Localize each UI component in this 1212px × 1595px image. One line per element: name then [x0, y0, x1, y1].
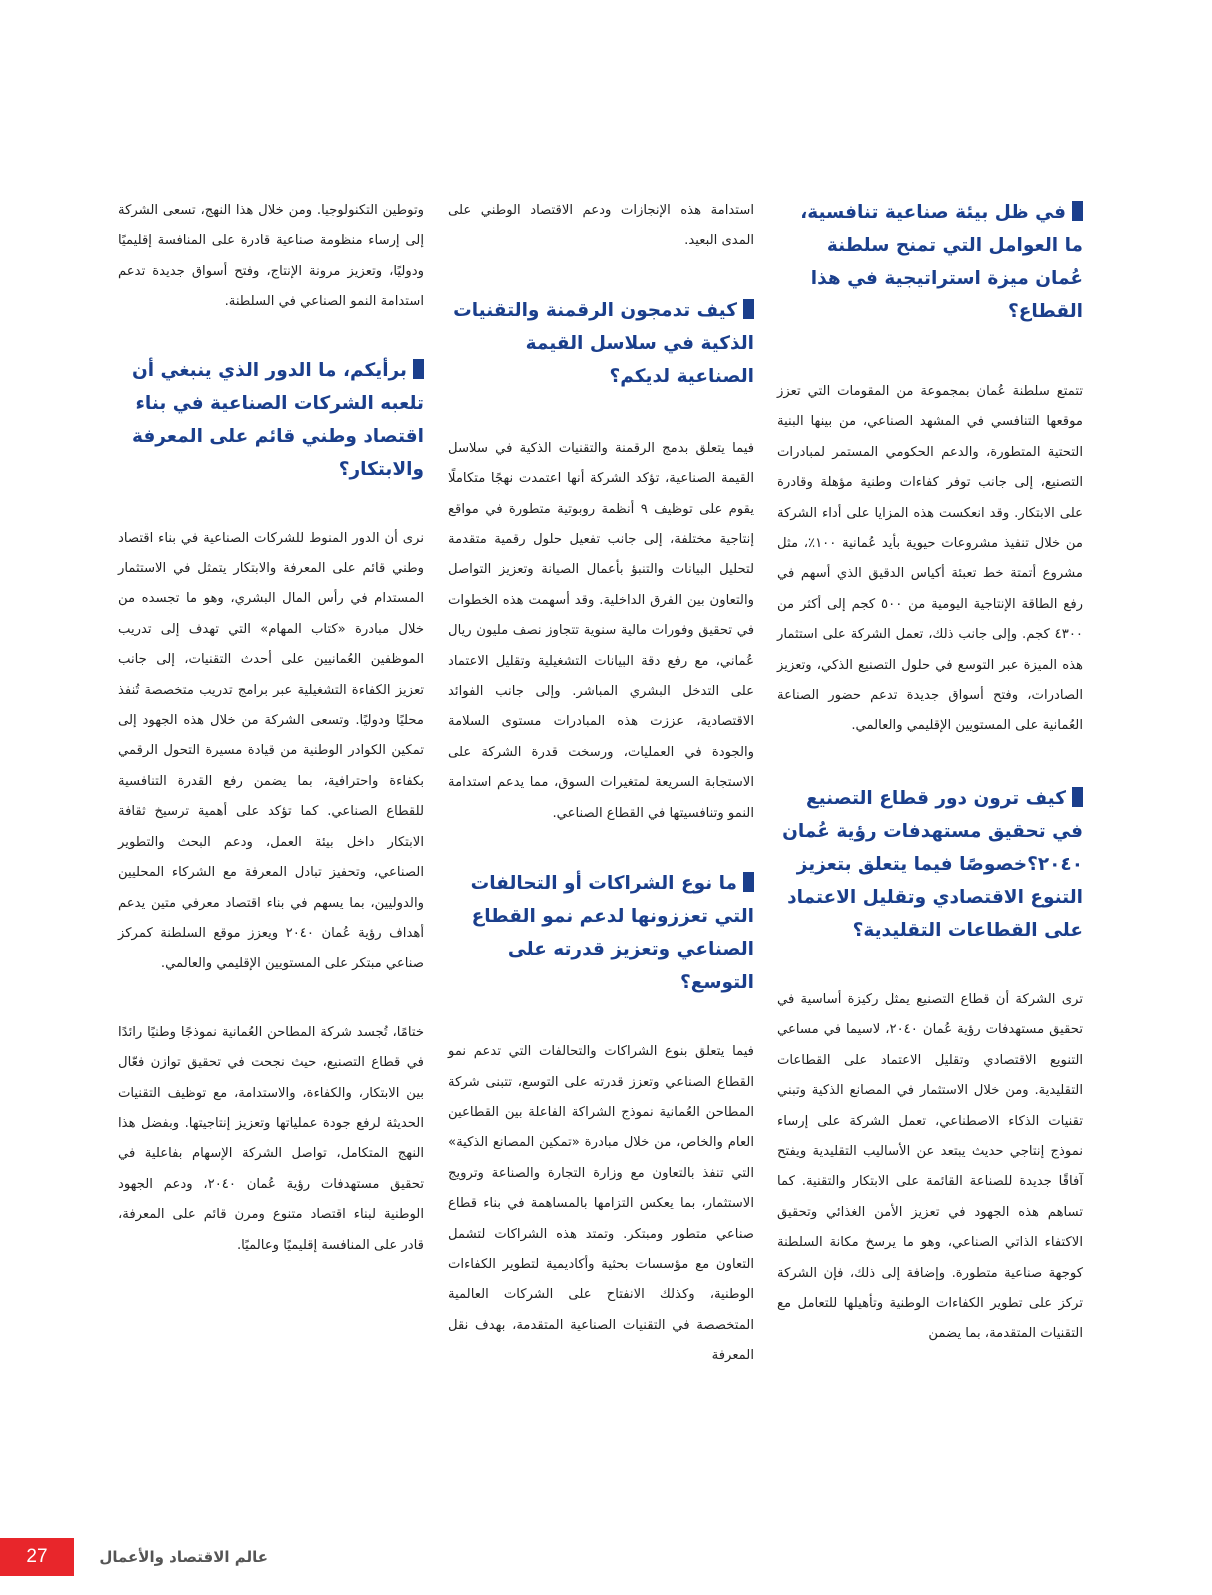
heading-square-icon [743, 299, 754, 319]
question-text: ما نوع الشراكات أو التحالفات التي تعززونها لدعم نمو القطاع الصناعي وتعزيز قدرته على التوسع؟ [470, 873, 754, 994]
answer-paragraph: تتمتع سلطنة عُمان بمجموعة من المقومات التي تعزز موقعها التنافسي في المشهد الصناعي، من بينها البنية التحتية المتطورة، والدعم الحكومي المستمر لمبادرات التصنيع، إلى جانب توفر كفاءات وطنية مؤهلة وقادرة على الابتكار. وقد انعكست هذه المزايا على أداء الشركة من خلال تنفيذ مشروعات حيوية بأيد عُمانية ١٠٠٪، مثل مشروع أتمتة خط تعبئة أكياس الدقيق الذي أسهم في رفع الطاقة الإنتاجية اليومية من ٥٠٠ كجم إلى أكثر من ٤٣٠٠ كجم. وإلى جانب ذلك، تعمل الشركة على استثمار هذه الميزة عبر التوسع في حلول التصنيع الذكي، وتعزيز الصادرات، وفتح أسواق جديدة تدعم حضور الصناعة العُمانية على المستويين الإقليمي والعالمي. [777, 384, 1083, 734]
heading-square-icon [413, 359, 424, 379]
article-column-middle [448, 196, 754, 1372]
question-heading [777, 782, 1083, 947]
question-text: برأيكم، ما الدور الذي ينبغي أن تلعبه الشركات الصناعية في بناء اقتصاد وطني قائم على المعرفة والابتكار؟ [131, 359, 424, 480]
answer-paragraph: ترى الشركة أن قطاع التصنيع يمثل ركيزة أساسية في تحقيق مستهدفات رؤية عُمان ٢٠٤٠، لاسيما في مساعي التنويع الاقتصادي وتقليل الاعتماد على القطاعات التقليدية. ومن خلال الاستثمار في المصانع الذكية وتبني تقنيات الذكاء الاصطناعي، تعمل الشركة على إرساء نموذج إنتاجي حديث يبتعد عن الأساليب التقليدية ويفتح آفاقًا جديدة للصناعة القائمة على الابتكار والتقنية. كما تساهم هذه الجهود في تعزيز الأمن الغذائي وتحقيق الاكتفاء الذاتي الصناعي، وهو ما يرسخ مكانة السلطنة كوجهة صناعية متطورة. وإضافة إلى ذلك، فإن الشركة تركز على تطوير الكفاءات الوطنية وتأهيلها للتعامل مع التقنيات المتقدمة، بما يضمن [777, 991, 1083, 1342]
question-text: في ظل بيئة صناعية تنافسية، ما العوامل التي تمنح سلطنة عُمان ميزة استراتيجية في هذا القطاع؟ [800, 202, 1083, 322]
article-column-right [777, 196, 1083, 1350]
heading-square-icon [743, 872, 754, 892]
answer-paragraph: نرى أن الدور المنوط للشركات الصناعية في بناء اقتصاد وطني قائم على المعرفة والابتكار يتمثل في الاستثمار المستدام في رأس المال البشري، وهو ما تجسده من خلال مبادرة «كتاب المهام» التي تهدف إلى تدريب الموظفين العُمانيين على أحدث التقنيات، إلى جانب تعزيز الكفاءة التشغيلية عبر برامج تدريب متخصصة تُنفذ محليًا ودوليًا. وتسعى الشركة من خلال هذه الجهود إلى تمكين الكوادر الوطنية من قيادة مسيرة التحول الرقمي بكفاءة واحترافية، بما يضمن رفع القدرة التنافسية للقطاع الصناعي. كما تؤكد على أهمية ترسيخ ثقافة الابتكار داخل بيئة العمل، ودعم البحث والتطوير الصناعي، وتحفيز تبادل المعرفة مع الشركاء المحليين والدوليين، بما يسهم في بناء اقتصاد معرفي متين يدعم أهداف رؤية عُمان ٢٠٤٠ ويعزز موقع السلطنة كمركز صناعي مبتكر على المستويين الإقليمي والعالمي. [118, 530, 424, 972]
continued-paragraph: وتوطين التكنولوجيا. ومن خلال هذا النهج، تسعى الشركة إلى إرساء منظومة صناعية قادرة على المنافسة إقليميًا ودوليًا، وتعزيز مرونة الإنتاج، وفتح أسواق جديدة تدعم استدامة النمو الصناعي في السلطنة. [118, 203, 424, 310]
question-heading [777, 196, 1083, 328]
heading-square-icon [1072, 787, 1083, 807]
question-text: كيف ترون دور قطاع التصنيع في تحقيق مستهدفات رؤية عُمان ٢٠٤٠؟خصوصًا فيما يتعلق بتعزيز التنوع الاقتصادي وتقليل الاعتماد على القطاعات التقليدية؟ [782, 787, 1083, 941]
page-number: 27 [26, 1546, 48, 1567]
closing-paragraph: ختامًا، تُجسد شركة المطاحن العُمانية نموذجًا وطنيًا رائدًا في قطاع التصنيع، حيث نجحت في تحقيق توازن فعّال بين الابتكار، والكفاءة، والاستدامة، مع توظيف التقنيات الحديثة لرفع جودة عملياتها وتعزيز إنتاجيتها. وبفضل هذا النهج المتكامل، تواصل الشركة الإسهام بفاعلية في تحقيق مستهدفات رؤية عُمان ٢٠٤٠، ودعم الجهود الوطنية لبناء اقتصاد متنوع ومرن قائم على المعرفة، قادر على المنافسة إقليميًا وعالميًا. [118, 1024, 424, 1253]
question-heading [448, 294, 754, 393]
question-heading [448, 867, 754, 999]
heading-square-icon [1072, 201, 1083, 221]
question-text: كيف تدمجون الرقمنة والتقنيات الذكية في سلاسل القيمة الصناعية لديكم؟ [453, 299, 754, 387]
answer-paragraph: فيما يتعلق بدمج الرقمنة والتقنيات الذكية في سلاسل القيمة الصناعية، تؤكد الشركة أنها اعتمدت نهجًا متكاملًا يقوم على توظيف ٩ أنظمة روبوتية متطورة في مواقع إنتاجية مختلفة، إلى جانب تفعيل حلول رقمية متقدمة لتحليل البيانات والتنبؤ بأعمال الصيانة وتعزيز التواصل والتعاون بين الفرق الداخلية. وقد أسهمت هذه الخطوات في تحقيق وفورات مالية سنوية تتجاوز نصف مليون ريال عُماني، مع رفع دقة البيانات التشغيلية وتقليل الاعتماد على التدخل البشري المباشر. وإلى جانب الفوائد الاقتصادية، عززت هذه المبادرات مستوى السلامة والجودة في العمليات، ورسخت قدرة الشركة على الاستجابة السريعة لمتغيرات السوق، مما يدعم استدامة النمو وتنافسيتها في القطاع الصناعي. [448, 440, 755, 821]
page-number-badge [0, 1538, 74, 1576]
article-column-left [118, 196, 424, 1261]
answer-paragraph: فيما يتعلق بنوع الشراكات والتحالفات التي تدعم نمو القطاع الصناعي وتعزز قدرته على التوسع، تتبنى شركة المطاحن العُمانية نموذج الشراكة الفاعلة بين القطاعين العام والخاص، من خلال مبادرة «تمكين المصانع الذكية» التي تنفذ بالتعاون مع وزارة التجارة والصناعة وترويج الاستثمار، بما يعكس التزامها بالمساهمة في بناء قطاع صناعي متطور ومبتكر. وتمتد هذه الشراكات لتشمل التعاون مع مؤسسات بحثية وأكاديمية لتطوير الكفاءات الوطنية، وكذلك الانفتاح على الشركات العالمية المتخصصة في التقنيات الصناعية المتقدمة، بهدف نقل المعرفة [448, 1044, 754, 1364]
question-heading [118, 354, 424, 486]
magazine-name: عالم الاقتصاد والأعمال [99, 1548, 268, 1566]
continued-paragraph: استدامة هذه الإنجازات ودعم الاقتصاد الوطني على المدى البعيد. [448, 203, 754, 249]
